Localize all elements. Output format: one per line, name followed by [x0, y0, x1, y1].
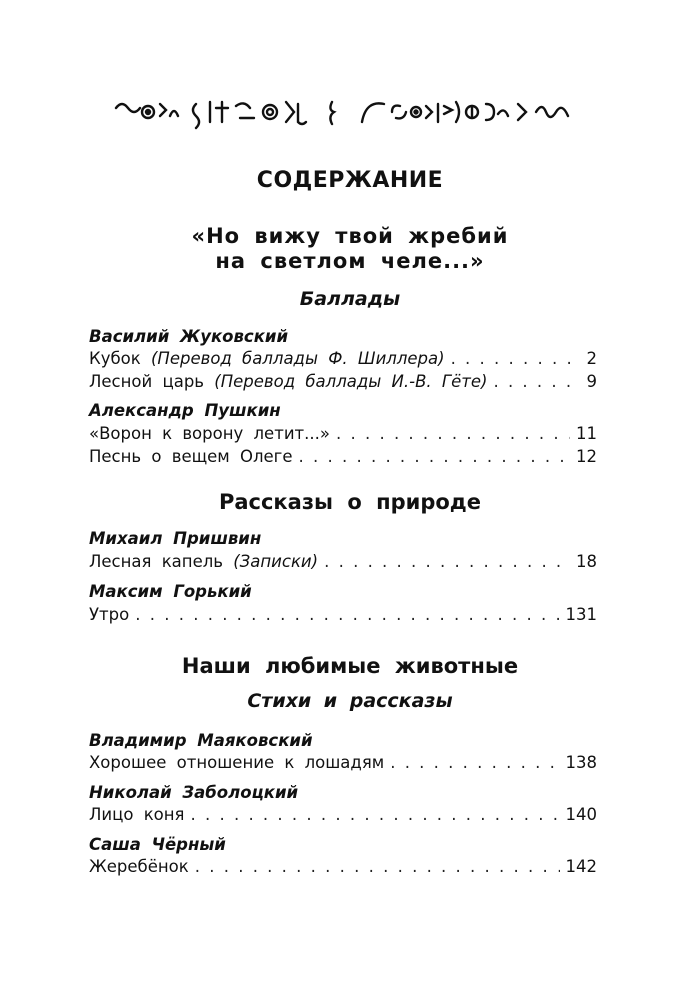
section-subheading: Стихи и рассказы	[247, 690, 453, 712]
page-number: 140	[565, 805, 597, 824]
page-number: 12	[576, 447, 597, 466]
toc-entry[interactable]	[89, 371, 597, 393]
entry-title: Песнь о вещем Олеге	[89, 447, 293, 466]
part-title-line-1: «Но вижу твой жребий	[191, 224, 509, 248]
author-name: Максим Горький	[89, 582, 252, 601]
toc-entry[interactable]	[89, 804, 597, 826]
entry-title: «Ворон к ворону летит...»	[89, 424, 330, 443]
toc-entry[interactable]	[89, 752, 597, 774]
author-name: Саша Чёрный	[89, 835, 226, 854]
entry-title: Кубок (Перевод баллады Ф. Шиллера)	[89, 349, 445, 368]
page-number: 138	[565, 753, 597, 772]
toc-entry[interactable]	[89, 423, 597, 445]
page-number: 142	[565, 857, 597, 876]
entry-title: Лесная капель (Записки)	[89, 552, 319, 571]
entry-title: Хорошее отношение к лошадям	[89, 753, 385, 772]
entry-title: Утро	[89, 605, 130, 624]
toc-entry[interactable]	[89, 348, 597, 370]
leader-dots	[299, 446, 571, 468]
leader-dots	[195, 856, 560, 878]
page-number: 9	[586, 372, 597, 391]
toc-entry[interactable]	[89, 856, 597, 878]
leader-dots	[451, 348, 581, 370]
author-name: Николай Заболоцкий	[89, 783, 299, 802]
toc-entry[interactable]	[89, 446, 597, 468]
leader-dots	[390, 752, 559, 774]
author-name: Василий Жуковский	[89, 327, 289, 346]
leader-dots	[336, 423, 570, 445]
part-title	[0, 224, 700, 274]
page-number: 11	[576, 424, 597, 443]
entry-title: Лицо коня	[89, 805, 185, 824]
part-title-line-2: на светлом челе...»	[215, 249, 485, 273]
page-number: 131	[565, 605, 597, 624]
toc-entry[interactable]	[89, 604, 597, 626]
leader-dots	[493, 371, 580, 393]
author-name: Александр Пушкин	[89, 401, 281, 420]
page-number: 2	[586, 349, 597, 368]
toc-entry[interactable]	[89, 551, 597, 573]
leader-dots	[135, 604, 559, 626]
decorative-ornament-border	[100, 94, 580, 130]
section-heading-animals: Наши любимые животные	[181, 654, 519, 678]
author-name: Владимир Маяковский	[89, 731, 313, 750]
section-heading-ballads: Баллады	[299, 288, 401, 310]
page-number: 18	[576, 552, 597, 571]
leader-dots	[324, 551, 570, 573]
toc-heading: СОДЕРЖАНИЕ	[256, 168, 444, 193]
section-heading-nature: Рассказы о природе	[218, 490, 482, 514]
entry-title: Лесной царь (Перевод баллады И.-В. Гёте)	[89, 372, 488, 391]
entry-title: Жеребёнок	[89, 857, 189, 876]
leader-dots	[190, 804, 559, 826]
author-name: Михаил Пришвин	[89, 529, 262, 548]
